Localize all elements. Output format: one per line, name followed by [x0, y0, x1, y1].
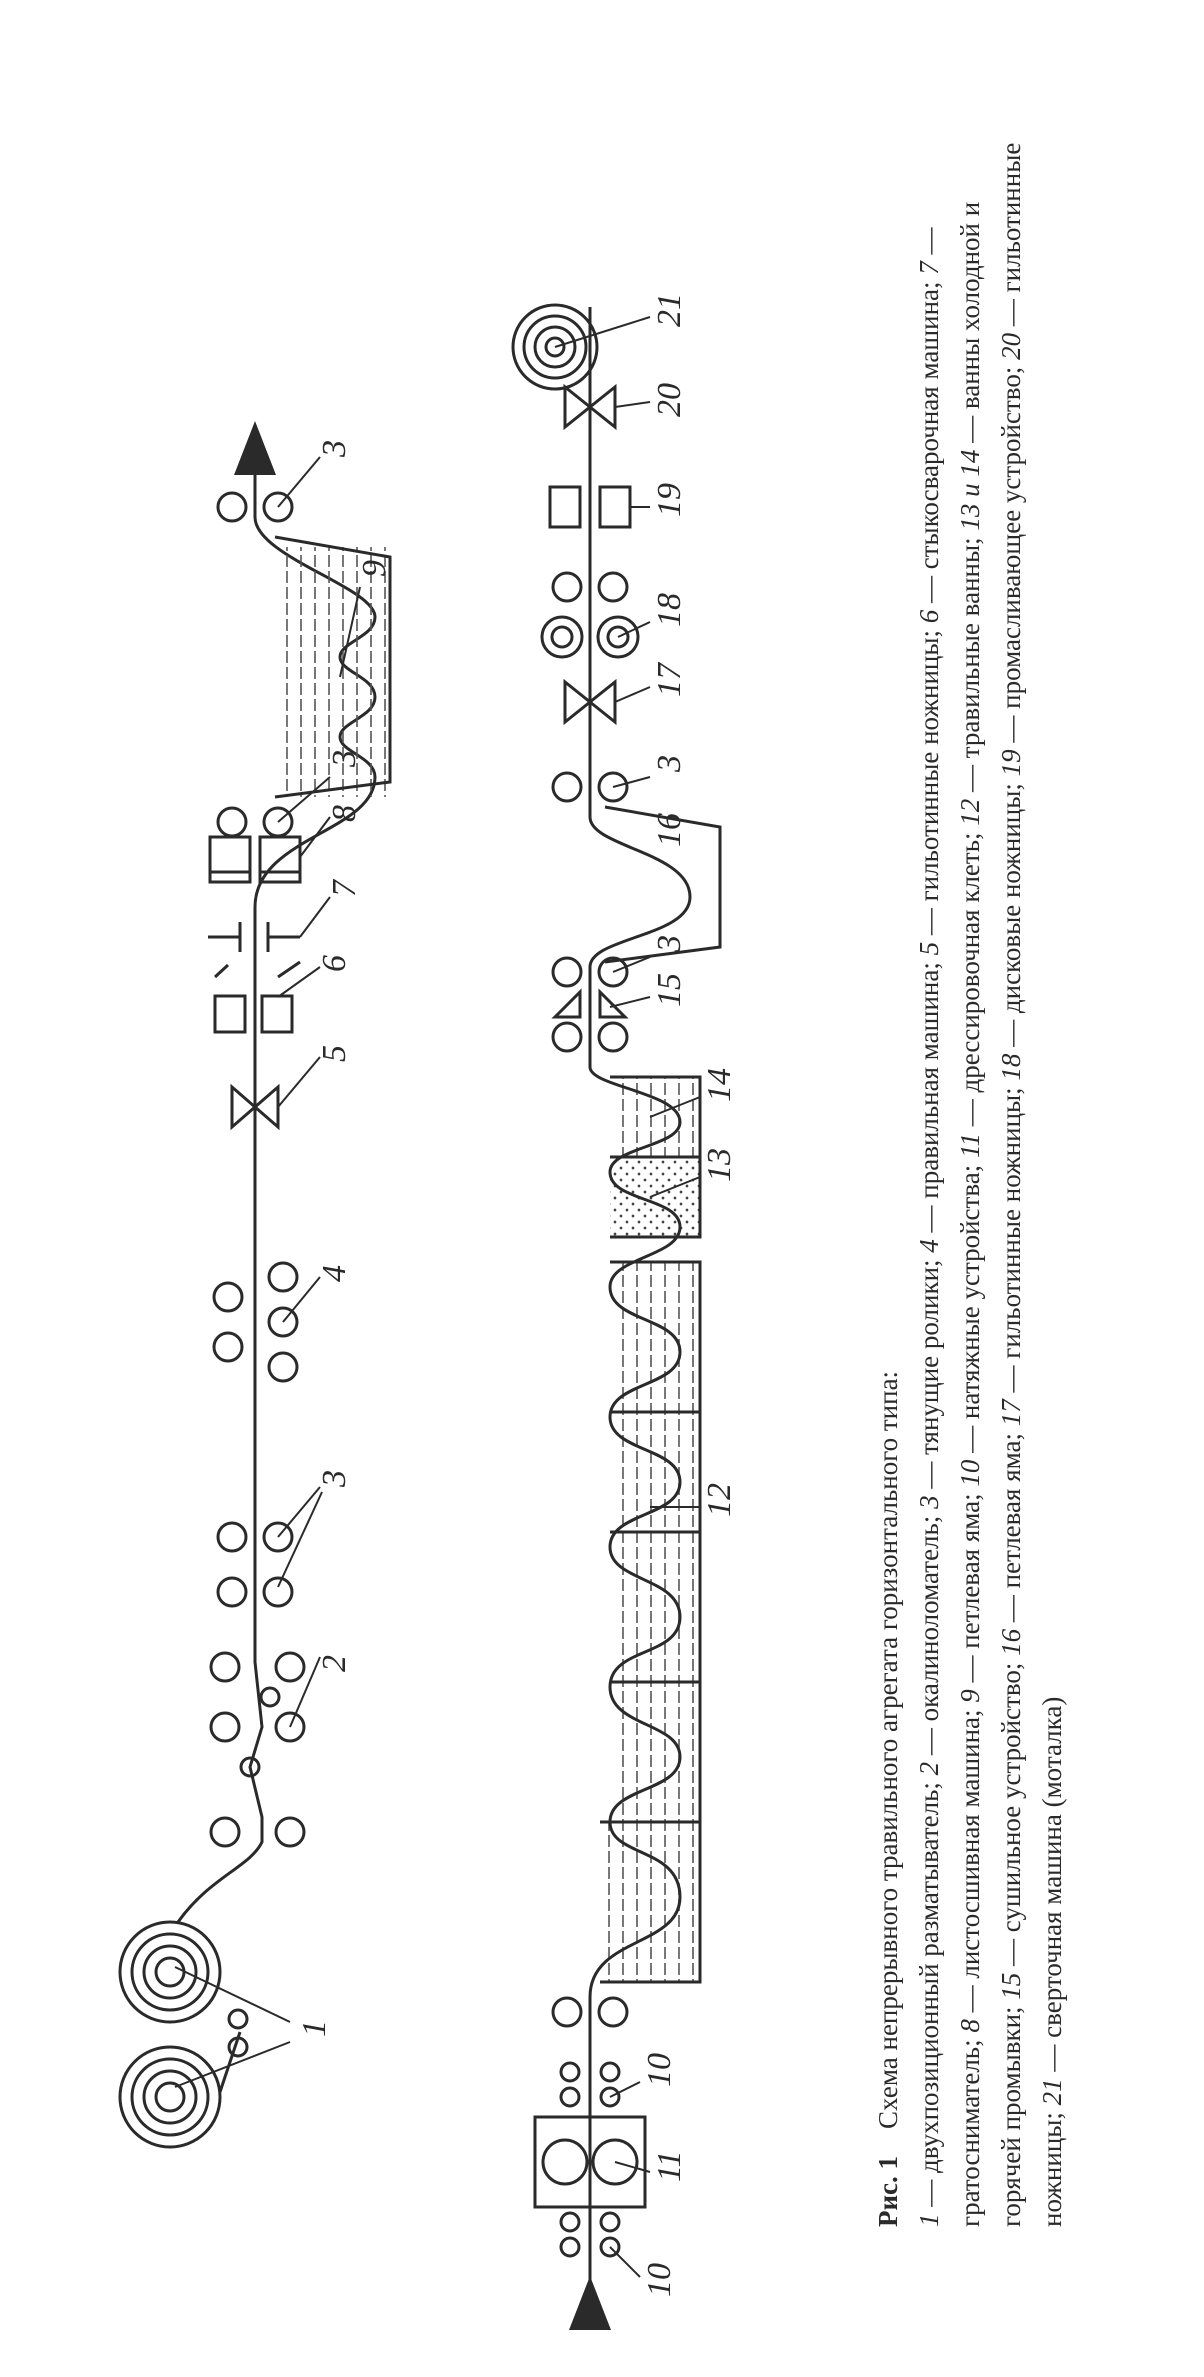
legend-number: 15 [996, 1972, 1026, 2000]
callout-14: 14 [701, 1068, 738, 1102]
pinch-rolls-3b [218, 808, 292, 836]
legend-number: 2 [914, 1761, 944, 1776]
callout-4: 4 [316, 1265, 353, 1282]
figure-number: Рис. 1 [873, 2155, 903, 2227]
callout-2: 2 [316, 1655, 353, 1672]
callout-3a: 3 [316, 1470, 353, 1487]
legend-number: 5 [914, 941, 944, 956]
legend-number: 8 [955, 2019, 985, 2033]
callout-11: 11 [651, 2150, 688, 2182]
legend-number: 13 и 14 [955, 449, 985, 531]
legend-text: — гильотинные ножницы; [914, 623, 944, 942]
legend-text: — травильные ванны; [955, 530, 985, 799]
callout-18: 18 [651, 593, 688, 627]
callout-8: 8 [326, 805, 363, 822]
callout-6: 6 [316, 955, 353, 972]
callout-10a: 10 [641, 2263, 678, 2297]
callout-1: 1 [296, 2020, 333, 2037]
legend-number: 16 [996, 1628, 1026, 1656]
legend-number: 4 [914, 1239, 944, 1253]
callout-10b: 10 [641, 2053, 678, 2087]
legend-number: 11 [955, 1133, 985, 1159]
legend-number: 6 [914, 609, 944, 624]
legend-number: 1 [914, 2213, 944, 2227]
legend-text: — листосшивная машина; [955, 1702, 985, 2020]
legend-text: — промасливающее устройство; [996, 359, 1026, 750]
callout-20: 20 [651, 383, 688, 417]
legend-text: — гильотинные ножницы; [996, 1080, 1026, 1400]
callout-21: 21 [651, 293, 688, 327]
legend-number: 19 [996, 749, 1026, 777]
legend-number: 18 [996, 1053, 1026, 1081]
legend-number: 10 [955, 1459, 985, 1487]
callout-3b: 3 [326, 750, 363, 767]
legend-number: 7 [914, 261, 944, 275]
callout-3e: 3 [651, 755, 688, 772]
legend-number: 9 [955, 1689, 985, 1703]
callout-5: 5 [316, 1045, 353, 1062]
legend-text: — сушильное устройство; [996, 1655, 1026, 1973]
callout-19: 19 [651, 483, 688, 517]
callout-13: 13 [701, 1148, 738, 1182]
legend-text: — петлевая яма; [955, 1486, 985, 1690]
legend-text: — окалиноломатель; [914, 1508, 944, 1762]
legend-text: — двухпозиционный разматыватель; [914, 1775, 944, 2214]
legend-text: — тянущие ролики; [914, 1252, 944, 1496]
legend-text: — дрессировочная клеть; [955, 825, 985, 1134]
legend-text: — сверточная машина (моталка) [1037, 1696, 1067, 2079]
callout-12: 12 [701, 1483, 738, 1517]
pickling-tanks-12 [600, 1262, 700, 1982]
welder-6 [215, 962, 300, 1032]
legend-number: 17 [996, 1399, 1026, 1427]
legend-number: 12 [955, 798, 985, 826]
legend-text: — гильотинные ножницы; [996, 142, 1067, 2227]
callout-17: 17 [651, 663, 688, 697]
legend-text: — дисковые ножницы; [996, 776, 1026, 1054]
callout-3d: 3 [651, 935, 688, 952]
legend-number: 21 [1037, 2078, 1067, 2106]
legend-text: — натяжные устройства; [955, 1158, 985, 1460]
legend-text: — стыкосварочная машина; [914, 274, 944, 610]
uncoiler [120, 1922, 247, 2147]
figure-legend [914, 143, 1067, 2227]
legend-text: — ванны холодной и горячей промывки; [955, 201, 1026, 2227]
stitcher-8 [210, 837, 300, 882]
callout-3c: 3 [316, 440, 353, 457]
figure-title: Схема непрерывного травильного агрегата горизонтального типа: [873, 1370, 903, 2129]
legend-text: — правильная машина; [914, 955, 944, 1240]
legend-text: — петлевая яма; [996, 1426, 1026, 1629]
callout-15: 15 [651, 973, 688, 1007]
line-drawing [120, 305, 720, 2282]
figure-caption [868, 137, 1073, 2227]
legend-number: 3 [914, 1495, 944, 1509]
legend-text: — гратосниматель; [914, 227, 985, 2227]
callout-7: 7 [326, 880, 363, 897]
legend-number: 20 [996, 332, 1026, 360]
callout-9: 9 [356, 560, 393, 577]
callout-16: 16 [651, 813, 688, 847]
